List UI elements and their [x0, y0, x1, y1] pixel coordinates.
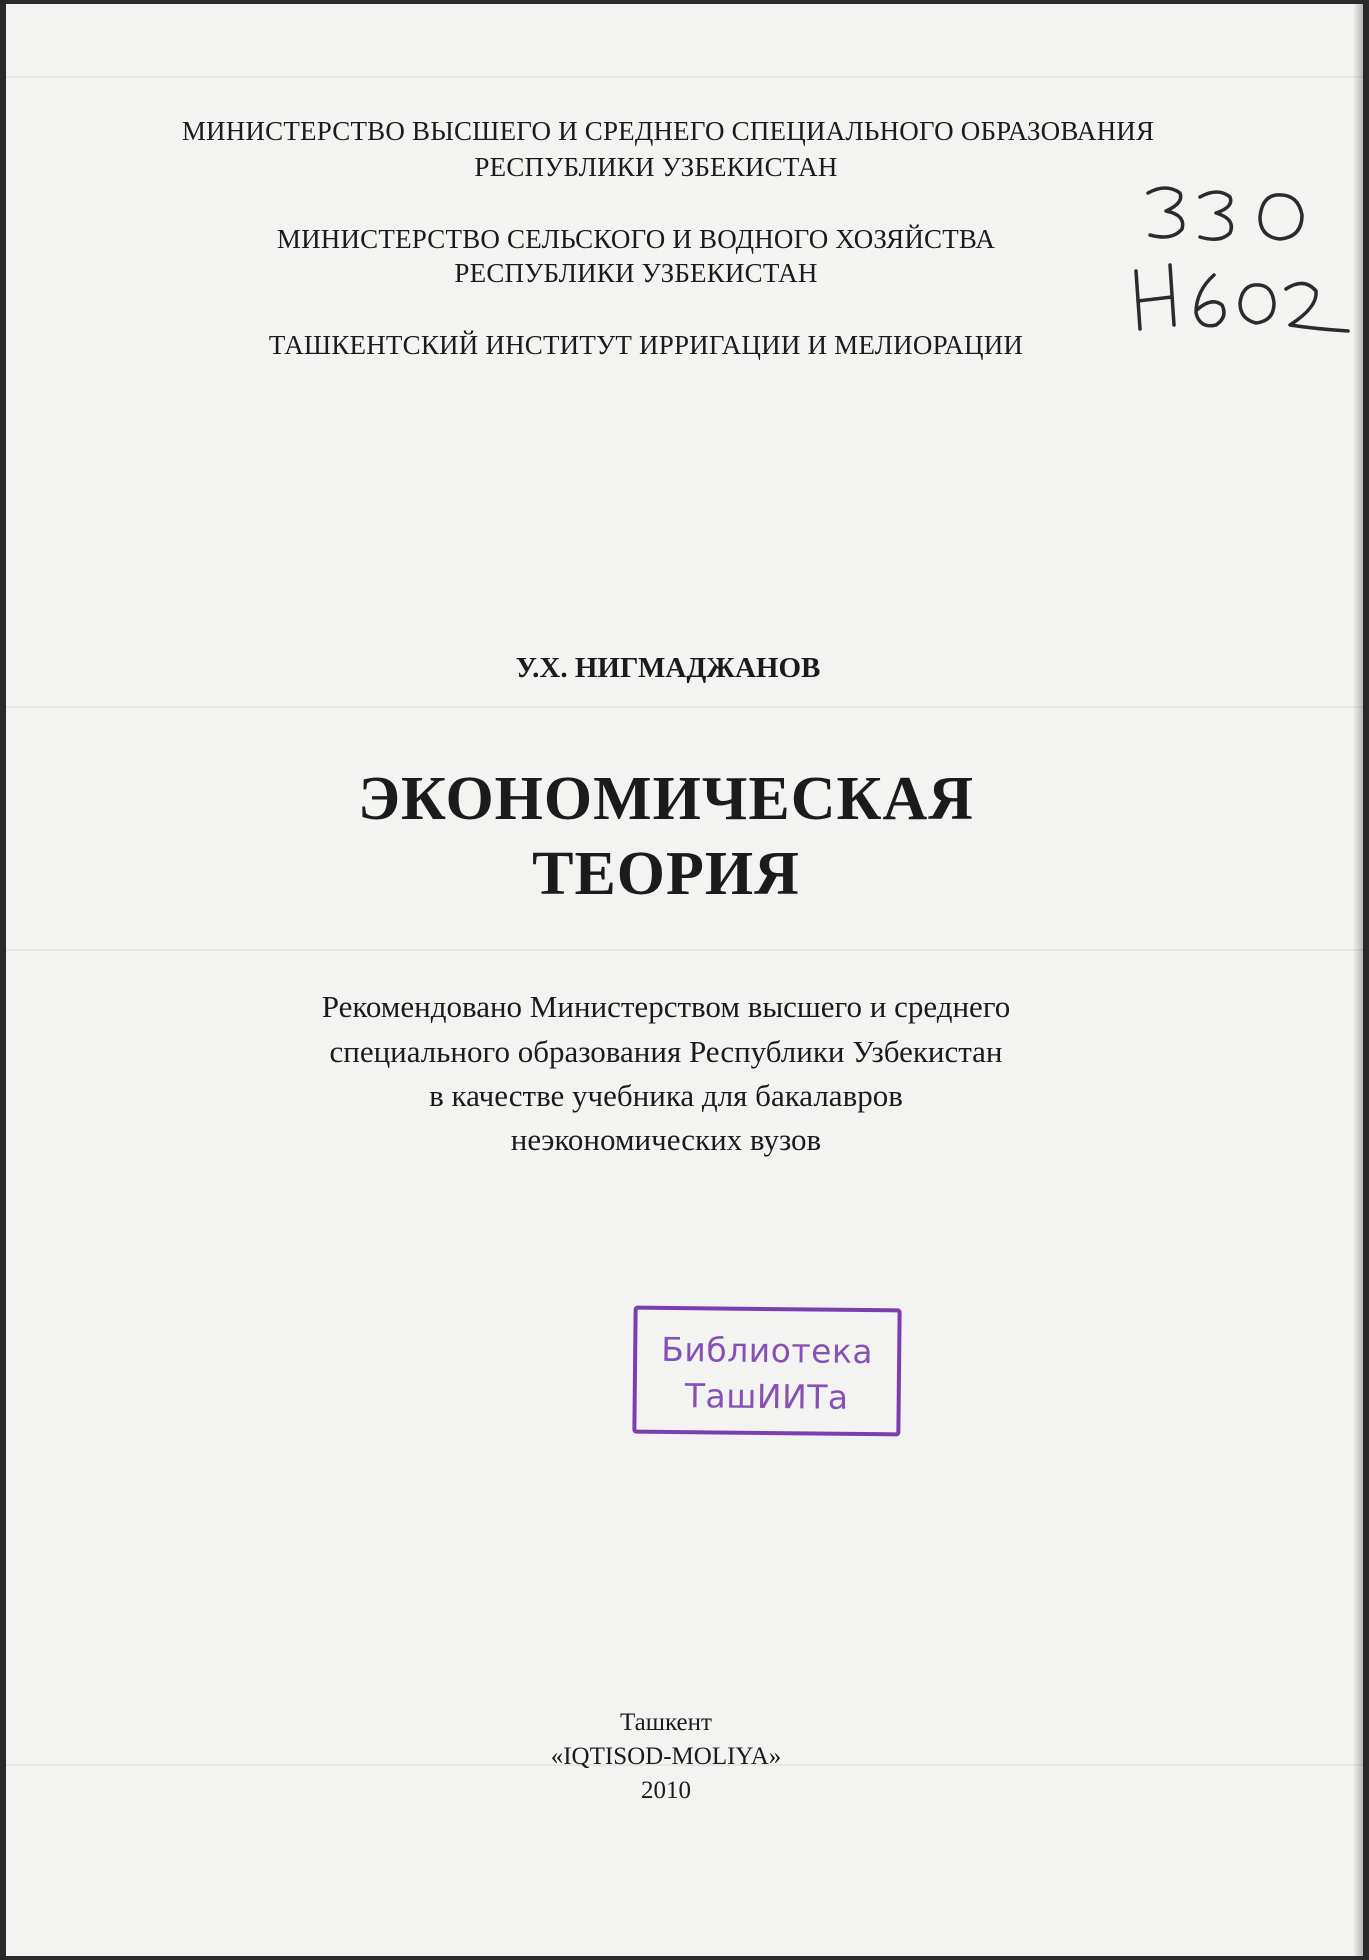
scan-streak: [6, 76, 1363, 78]
stamp-line-1: Библиотека: [661, 1329, 874, 1372]
library-stamp: [632, 1306, 901, 1437]
handwritten-library-code: [1126, 179, 1356, 349]
title-line-1: ЭКОНОМИЧЕСКАЯ: [357, 765, 975, 833]
scan-streak: [6, 706, 1363, 708]
title-line-2: ТЕОРИЯ: [532, 840, 800, 908]
recommendation-line-2: специального образования Республики Узбекистан: [329, 1034, 1003, 1069]
ministry-2-line-2: РЕСПУБЛИКИ УЗБЕКИСТАН: [454, 258, 818, 288]
institute-name: ТАШКЕНТСКИЙ ИНСТИТУТ ИРРИГАЦИИ И МЕЛИОРАЦИИ: [268, 330, 1024, 360]
ministry-1-line-2: РЕСПУБЛИКИ УЗБЕКИСТАН: [474, 152, 838, 182]
imprint-city: Ташкент: [620, 1709, 712, 1736]
title-page: [6, 4, 1363, 1956]
scan-streak: [6, 949, 1363, 951]
ministry-1-line-1: МИНИСТЕРСТВО ВЫСШЕГО И СРЕДНЕГО СПЕЦИАЛЬНОГО ОБРАЗОВАНИЯ: [181, 116, 1155, 146]
recommendation-line-4: неэкономических вузов: [510, 1122, 822, 1157]
recommendation-line-3: в качестве учебника для бакалавров: [429, 1078, 903, 1113]
imprint-publisher: «IQTISOD-MOLIYA»: [550, 1743, 782, 1770]
imprint-year: 2010: [641, 1777, 691, 1804]
author-name: У.Х. НИГМАДЖАНОВ: [515, 652, 821, 684]
recommendation-line-1: Рекомендовано Министерством высшего и среднего: [321, 989, 1011, 1024]
ministry-2-line-1: МИНИСТЕРСТВО СЕЛЬСКОГО И ВОДНОГО ХОЗЯЙСТВА: [276, 224, 996, 254]
stamp-line-2: ТашИИТа: [684, 1376, 849, 1417]
